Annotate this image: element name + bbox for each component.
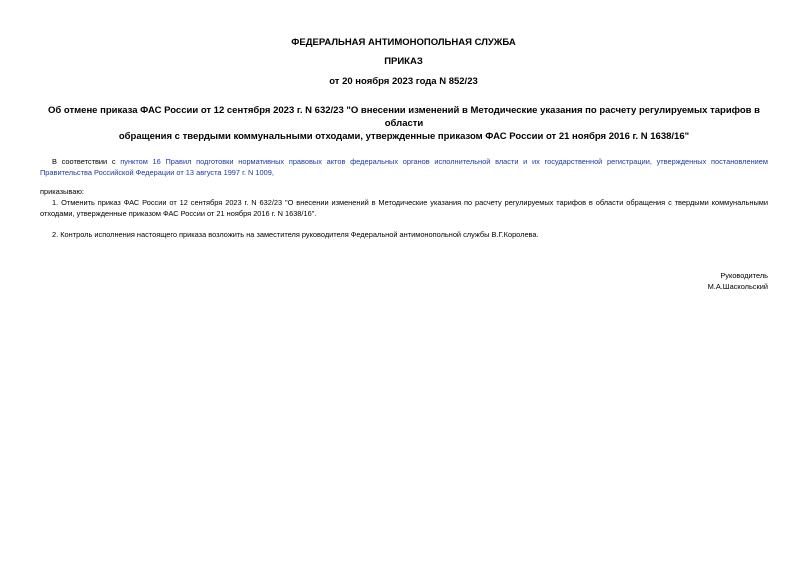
document-date-number: от 20 ноября 2023 года N 852/23 [329, 76, 478, 87]
document-subject [40, 104, 768, 143]
order-item-1: 1. Отменить приказ ФАС России от 12 сентября 2023 г. N 632/23 "О внесении изменений в Методические указания по расчету регулируемых тарифов в области обращения с твердыми коммунальными отходами, утвержденные приказом ФАС России от 21 ноября 2016 г. N 1638/16". [40, 198, 768, 218]
document-type: ПРИКАЗ [384, 56, 423, 67]
subject-line-2: обращения с твердыми коммунальными отходами, утвержденные приказом ФАС России от 21 ноября 2016 г. N 1638/16" [118, 131, 690, 142]
basis-government-text[interactable]: Правительства Российской Федерации от 13 августа 1997 г. N 1009, [40, 167, 274, 177]
order-word: приказываю: [40, 187, 84, 196]
order-item-2: 2. Контроль исполнения настоящего приказа возложить на заместителя руководителя Федеральной антимонопольной службы В.Г.Королева. [52, 230, 539, 239]
signatory-name: М.А.Шаскольский [707, 282, 768, 291]
agency-name: ФЕДЕРАЛЬНАЯ АНТИМОНОПОЛЬНАЯ СЛУЖБА [291, 37, 516, 48]
basis-prefix: В соответствии с [52, 157, 121, 166]
basis-rules-text[interactable]: Правил подготовки нормативных правовых актов федеральных органов исполнительной власти и их государственной регистрации, утвержденных [160, 157, 711, 166]
resolution-link[interactable]: постановлением [711, 157, 768, 166]
signatory-title: Руководитель [720, 271, 768, 280]
legal-basis-paragraph [40, 157, 768, 178]
point-16-link[interactable]: пунктом 16 [120, 157, 161, 166]
subject-line-1: Об отмене приказа ФАС России от 12 сентября 2023 г. N 632/23 "О внесении изменений в Методические указания по расчету регулируемых тарифов в области [48, 105, 760, 129]
